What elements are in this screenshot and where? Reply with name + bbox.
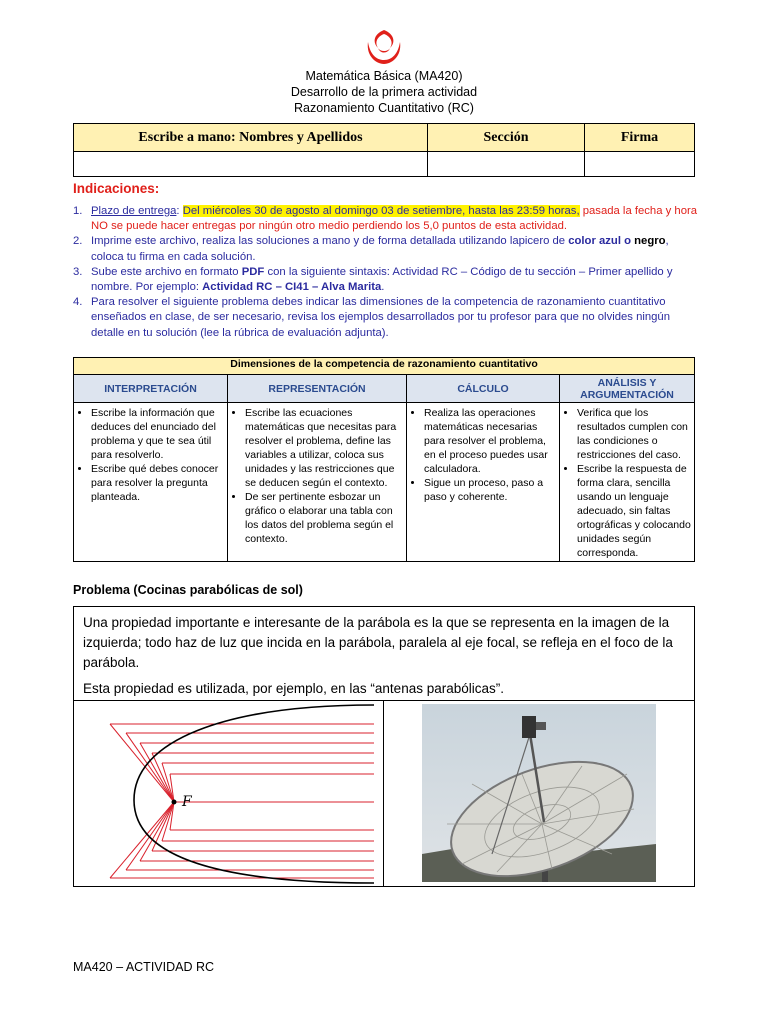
header-analisis: ANÁLISIS Y ARGUMENTACIÓN — [560, 375, 695, 403]
instruction-text: . — [381, 281, 385, 294]
item-number: 2. — [73, 235, 83, 248]
instruction-text: con la siguiente sintaxis: Actividad RC – Código de tu sección – Primer apellido y nombre. Por ejemplo: — [91, 265, 673, 294]
instruction-text: , coloca tu firma en cada solución. — [91, 235, 669, 263]
bullet: • Realiza las operaciones matemáticas necesarias para resolver el problema, en el proceso puedes usar calculadora. — [424, 406, 556, 476]
item-number: 1. — [73, 205, 83, 217]
signature-field[interactable] — [585, 152, 695, 177]
student-info-table — [73, 123, 695, 177]
footer-text: MA420 – ACTIVIDAD RC — [73, 960, 215, 974]
instruction-item — [73, 265, 698, 295]
deadline-highlight: Del miércoles 30 de agosto al domingo 03 de setiembre, hasta las 23:59 horas, — [182, 205, 580, 217]
header-representacion: REPRESENTACIÓN — [228, 375, 407, 403]
university-logo — [364, 28, 404, 66]
bullet: • Verifica que los resultados cumplen con las condiciones o restricciones del caso. — [577, 406, 691, 462]
divider — [383, 700, 384, 886]
bullet: • Escribe la información que deduces del enunciado del problema y que te sea útil para resolverlo. — [91, 406, 224, 462]
problem-box — [73, 606, 695, 887]
cell-calculo — [407, 403, 560, 562]
dimensions-table — [73, 357, 695, 562]
instructions-list — [73, 204, 698, 341]
item-number: 3. — [73, 265, 83, 278]
instruction-item — [73, 204, 698, 234]
course-name: Matemática Básica (MA420) — [305, 69, 463, 83]
problem-statement — [83, 613, 683, 705]
activity-title: Desarrollo de la primera actividad — [290, 85, 478, 99]
cell-analisis — [560, 403, 695, 562]
parabola-diagram — [74, 703, 382, 885]
subject-title: Razonamiento Cuantitativo (RC) — [294, 101, 474, 115]
deadline-warning: pasada la fecha y hora NO se puede hacer entregas por ningún otro medio perdiendo los 5,0 puntos de esta actividad. — [91, 205, 698, 233]
instruction-bold: Actividad RC – CI41 – Alva Marita — [202, 281, 382, 294]
section-field[interactable] — [428, 152, 585, 177]
light-rays — [110, 724, 374, 878]
instruction-text: Sube este archivo en formato — [91, 265, 239, 278]
focus-label: F — [182, 794, 192, 810]
focus-point — [172, 800, 177, 805]
bullet: • Escribe qué debes conocer para resolver la pregunta planteada. — [91, 462, 224, 504]
bullet: • Sigue un proceso, paso a paso y coherente. — [424, 476, 556, 504]
instruction-item — [73, 234, 698, 264]
problem-paragraph: Una propiedad importante e interesante de la parábola es la que se representa en la imagen de la izquierda; todo haz de luz que incida en la parábola, paralela al eje focal, se refleja en el foco de la parábola. — [83, 615, 673, 670]
divider — [74, 700, 694, 701]
cell-interpretacion — [74, 403, 228, 562]
instruction-text: o — [624, 235, 632, 248]
problem-paragraph: Esta propiedad es utilizada, por ejemplo, en las “antenas parabólicas”. — [83, 681, 504, 696]
problem-title: Problema (Cocinas parabólicas de sol) — [73, 583, 303, 597]
bullet: • Escribe las ecuaciones matemáticas que necesitas para resolver el problema, define las variables a utilizar, coloca sus unidades y las restricciones que se deducen según el contexto. — [245, 406, 403, 490]
colon: : — [176, 205, 180, 217]
bullet: • Escribe la respuesta de forma clara, sencilla usando un lenguaje adecuado, sin faltas ortográficas y colocando unidades según corresponda. — [577, 462, 691, 560]
signature-column-header: Firma — [585, 124, 695, 152]
cell-representacion — [228, 403, 407, 562]
dimensions-caption: Dimensiones de la competencia de razonamiento cuantitativo — [74, 358, 695, 375]
instructions-title: Indicaciones: — [73, 181, 160, 196]
deadline-label: Plazo de entrega — [91, 205, 177, 217]
header-calculo: CÁLCULO — [407, 375, 560, 403]
instruction-text: Para resolver el siguiente problema debes indicar las dimensiones de la competencia de razonamiento cuantitativo enseñados en clase, de ser necesario, revisa los ejemplos desarrollados por tu profesor para que no olvides ningún detalle en tu solución (lee la rúbrica de evaluación adjunta). — [91, 296, 670, 339]
satellite-dish-photo — [422, 704, 656, 882]
instruction-item — [73, 295, 698, 341]
instruction-bold: PDF — [241, 265, 265, 278]
instruction-text: Imprime este archivo, realiza las soluciones a mano y de forma detallada utilizando lapicero de — [91, 235, 566, 248]
instruction-bold: color azul — [568, 235, 621, 248]
bullet: • De ser pertinente esbozar un gráfico o elaborar una tabla con los datos del problema según el contexto. — [245, 490, 403, 546]
name-column-header: Escribe a mano: Nombres y Apellidos — [74, 124, 428, 152]
header-interpretacion: INTERPRETACIÓN — [74, 375, 228, 403]
instruction-bold: negro — [634, 235, 666, 248]
name-field[interactable] — [74, 152, 428, 177]
item-number: 4. — [73, 296, 83, 309]
section-column-header: Sección — [428, 124, 585, 152]
